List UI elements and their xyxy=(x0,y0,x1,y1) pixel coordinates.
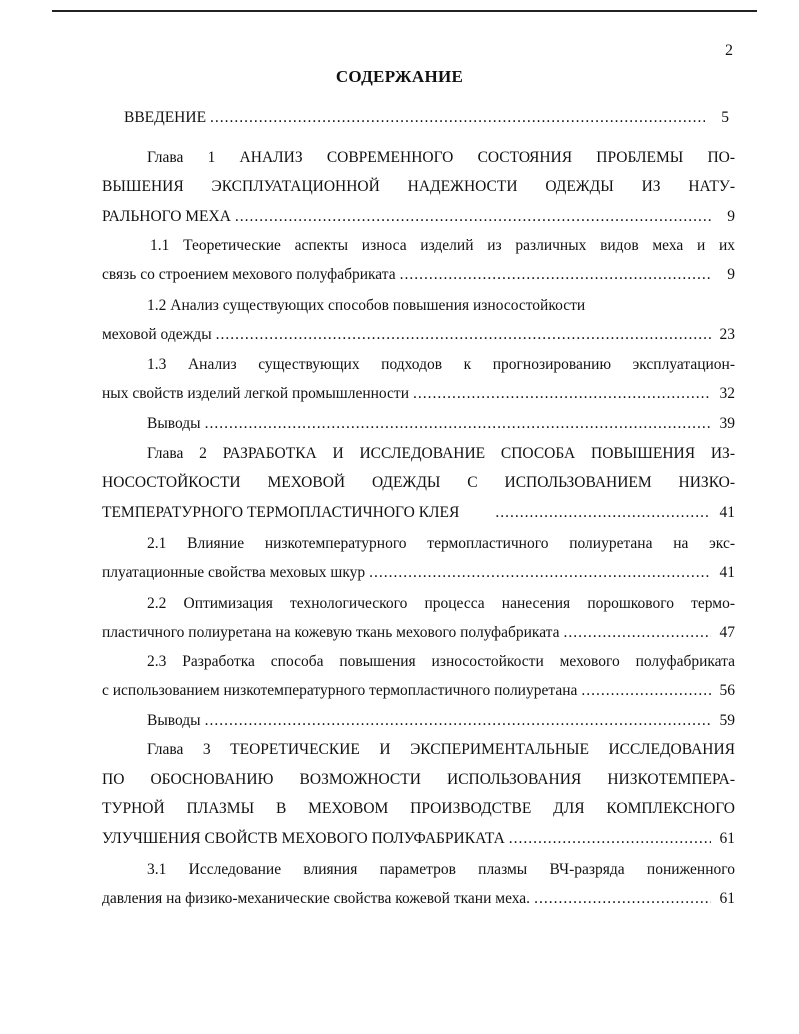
toc-section-2-1-line-1[interactable]: 2.1 Влияние низкотемпературного термопластичного полиуретана на экс- xyxy=(147,535,735,552)
toc-page-number: 41 xyxy=(719,564,735,581)
dot-leader xyxy=(509,826,711,852)
toc-section-1-3-line-2[interactable] xyxy=(102,381,735,407)
toc-section-2-2-line-1[interactable]: 2.2 Оптимизация технологического процесса нанесения порошкового термо- xyxy=(147,595,735,612)
toc-chapter-3-line-4[interactable] xyxy=(102,826,735,852)
toc-page-number: 59 xyxy=(719,712,735,729)
toc-entry-text: с использованием низкотемпературного термопластичного полиуретана xyxy=(102,682,578,699)
toc-section-1-1-line-1[interactable]: 1.1 Теоретические аспекты износа изделий из различных видов меха и их xyxy=(150,237,735,254)
toc-entry-text: УЛУЧШЕНИЯ СВОЙСТВ МЕХОВОГО ПОЛУФАБРИКАТА xyxy=(102,830,505,847)
toc-page-number: 41 xyxy=(719,504,735,521)
toc-section-2-3-line-2[interactable] xyxy=(102,678,735,704)
toc-entry-text: ТЕМПЕРАТУРНОГО ТЕРМОПЛАСТИЧНОГО КЛЕЯ xyxy=(102,504,460,521)
dot-leader xyxy=(400,262,711,288)
toc-chapter-1-line-1[interactable]: Глава 1 АНАЛИЗ СОВРЕМЕННОГО СОСТОЯНИЯ ПРОБЛЕМЫ ПО- xyxy=(147,149,735,166)
toc-section-2-3-line-1[interactable]: 2.3 Разработка способа повышения износостойкости мехового полуфабриката xyxy=(147,653,735,670)
dot-leader xyxy=(581,678,711,704)
toc-section-2-1-line-2[interactable] xyxy=(102,560,735,586)
toc-entry-text: РАЛЬНОГО МЕХА xyxy=(102,208,231,225)
dot-leader xyxy=(205,411,711,437)
toc-page-number: 61 xyxy=(719,890,735,907)
toc-section-1-1-line-2[interactable] xyxy=(102,262,735,288)
toc-chapter-1-line-3[interactable] xyxy=(102,204,735,230)
toc-conclusions-2[interactable] xyxy=(147,708,735,734)
toc-entry-text: Выводы xyxy=(147,712,201,729)
toc-page-number: 32 xyxy=(719,385,735,402)
toc-chapter-3-line-2[interactable]: ПО ОБОСНОВАНИЮ ВОЗМОЖНОСТИ ИСПОЛЬЗОВАНИЯ НИЗКОТЕМПЕРА- xyxy=(102,771,735,788)
toc-conclusions-1[interactable] xyxy=(147,411,735,437)
toc-entry-text: плуатационные свойства меховых шкур xyxy=(102,564,366,581)
dot-leader xyxy=(216,322,711,348)
toc-section-1-3-line-1[interactable]: 1.3 Анализ существующих подходов к прогнозированию эксплуатацион- xyxy=(147,356,735,373)
toc-page-number: 5 xyxy=(721,109,729,126)
top-rule xyxy=(52,10,757,12)
toc-entry-introduction[interactable] xyxy=(124,105,729,131)
toc-entry-text: Выводы xyxy=(147,415,201,432)
toc-page-number: 39 xyxy=(719,415,735,432)
toc-page-number: 47 xyxy=(719,624,735,641)
toc-chapter-2-line-3[interactable] xyxy=(102,500,735,526)
dot-leader xyxy=(210,105,705,131)
toc-section-3-1-line-2[interactable] xyxy=(102,886,735,912)
dot-leader xyxy=(413,381,711,407)
page-number: 2 xyxy=(725,42,733,59)
toc-section-2-2-line-2[interactable] xyxy=(102,620,735,646)
toc-section-3-1-line-1[interactable]: 3.1 Исследование влияния параметров плазмы ВЧ-разряда пониженного xyxy=(147,861,735,878)
toc-entry-text: пластичного полиуретана на кожевую ткань мехового полуфабриката xyxy=(102,624,560,641)
toc-page-number: 61 xyxy=(719,830,735,847)
dot-leader xyxy=(235,204,711,230)
toc-chapter-2-line-1[interactable]: Глава 2 РАЗРАБОТКА И ИССЛЕДОВАНИЕ СПОСОБА ПОВЫШЕНИЯ ИЗ- xyxy=(147,445,735,462)
toc-chapter-1-line-2[interactable]: ВЫШЕНИЯ ЭКСПЛУАТАЦИОННОЙ НАДЕЖНОСТИ ОДЕЖДЫ ИЗ НАТУ- xyxy=(102,178,735,195)
toc-page-number: 9 xyxy=(727,266,735,283)
toc-section-1-2-line-2[interactable] xyxy=(102,322,735,348)
toc-section-1-2-line-1[interactable]: 1.2 Анализ существующих способов повышения износостойкости xyxy=(147,297,586,314)
dot-leader xyxy=(205,708,711,734)
toc-page-number: 23 xyxy=(719,326,735,343)
toc-entry-text: ВВЕДЕНИЕ xyxy=(124,109,207,126)
dot-leader xyxy=(564,620,711,646)
toc-entry-text: ных свойств изделий легкой промышленности xyxy=(102,385,410,402)
page-title: СОДЕРЖАНИЕ xyxy=(335,67,464,86)
toc-chapter-3-line-3[interactable]: ТУРНОЙ ПЛАЗМЫ В МЕХОВОМ ПРОИЗВОДСТВЕ ДЛЯ КОМПЛЕКСНОГО xyxy=(102,800,735,817)
dot-leader xyxy=(369,560,711,586)
toc-page-number: 9 xyxy=(727,208,735,225)
toc-entry-text: связь со строением мехового полуфабриката xyxy=(102,266,396,283)
toc-chapter-3-line-1[interactable]: Глава 3 ТЕОРЕТИЧЕСКИЕ И ЭКСПЕРИМЕНТАЛЬНЫЕ ИССЛЕДОВАНИЯ xyxy=(147,741,735,758)
toc-entry-text: меховой одежды xyxy=(102,326,212,343)
dot-leader xyxy=(495,500,711,526)
toc-entry-text: давления на физико-механические свойства кожевой ткани меха. xyxy=(102,890,531,907)
toc-page-number: 56 xyxy=(719,682,735,699)
toc-chapter-2-line-2[interactable]: НОСОСТОЙКОСТИ МЕХОВОЙ ОДЕЖДЫ С ИСПОЛЬЗОВАНИЕМ НИЗКО- xyxy=(102,474,735,491)
dot-leader xyxy=(534,886,711,912)
